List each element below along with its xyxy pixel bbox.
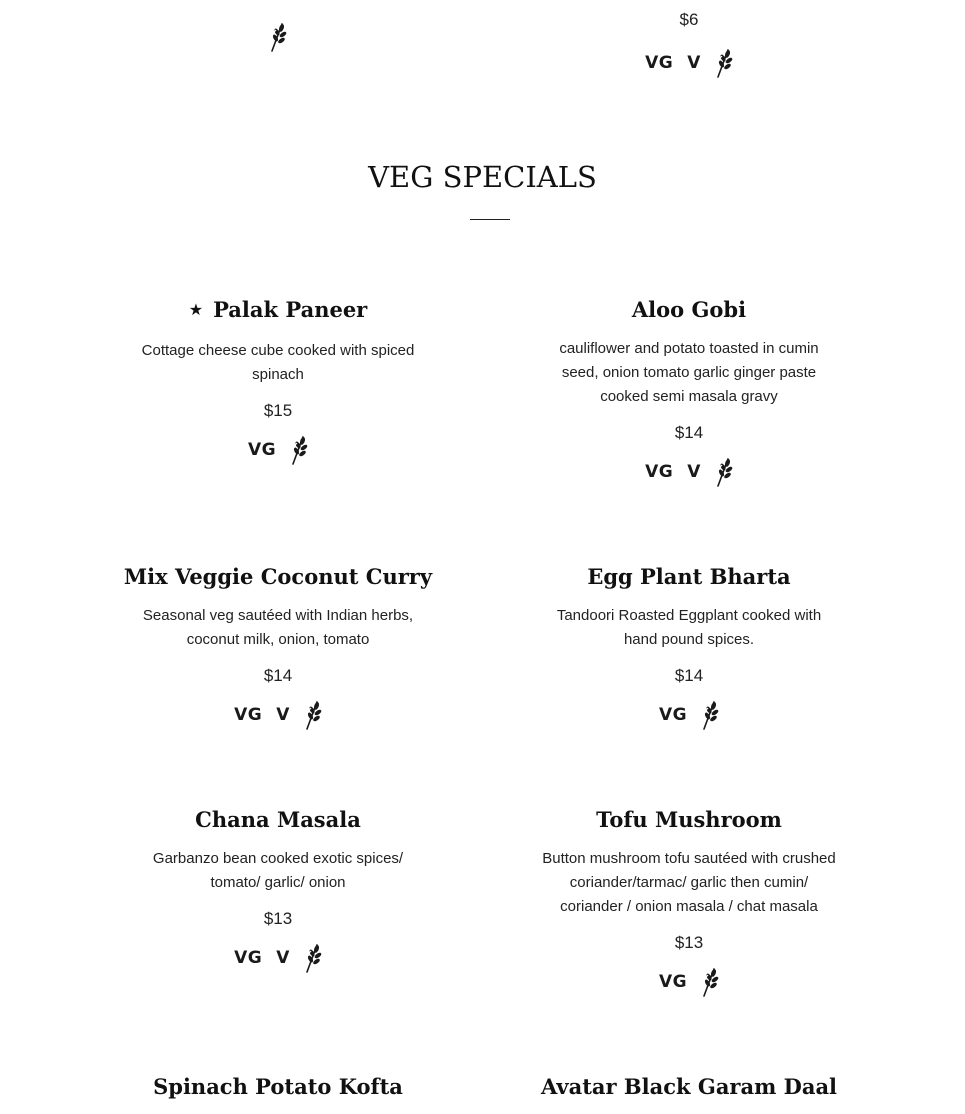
item-price: $14 [674,666,704,685]
dietary-tags [108,435,448,465]
dietary-tags [529,48,849,78]
item-name: Egg Plant Bharta [587,564,791,589]
item-name: Tofu Mushroom [596,807,782,832]
item-price: $15 [263,401,293,420]
item-description: cauliflower and potato toasted in cumin seed, onion tomato garlic ginger paste cooked semi masala gravy [559,340,819,405]
item-price: $13 [263,909,293,928]
menu-item [519,805,859,997]
item-description: Tandoori Roasted Eggplant cooked with hand pound spices. [556,607,822,648]
wheat-icon [715,48,733,78]
dietary-tags [108,700,448,730]
star-icon: ★ [188,300,204,319]
section-title: VEG SPECIALS [368,160,597,194]
vegan-tag: VG [658,972,688,992]
vegan-tag: VG [645,53,674,73]
item-description: Cottage cheese cube cooked with spiced spinach [141,342,415,383]
menu-item [108,805,448,973]
item-name-text: Palak Paneer [213,297,368,322]
section-divider [470,219,510,220]
item-name [108,295,448,327]
vegetarian-tag: V [687,462,701,482]
dietary-tags [118,22,438,52]
dietary-tags [108,943,448,973]
dietary-tags [519,967,859,997]
item-name: Mix Veggie Coconut Curry [123,564,433,589]
wheat-icon [304,700,322,730]
wheat-icon [701,967,719,997]
wheat-icon [701,700,719,730]
item-price: $6 [679,10,699,29]
vegan-tag: VG [247,440,277,460]
vegan-tag: VG [234,705,263,725]
vegan-tag: VG [645,462,674,482]
item-name: Avatar Black Garam Daal [540,1074,838,1099]
wheat-icon [290,435,308,465]
menu-item-top-left [118,22,438,52]
vegetarian-tag: V [276,948,290,968]
item-description: Button mushroom tofu sautéed with crushed coriander/tarmac/ garlic then cumin/ coriander / onion masala / chat masala [542,850,836,915]
wheat-icon [715,457,733,487]
vegan-tag: VG [658,705,688,725]
item-price: $13 [674,933,704,952]
vegetarian-tag: V [687,53,701,73]
dietary-tags [519,700,859,730]
item-name: Aloo Gobi [631,297,747,322]
item-description: Seasonal veg sautéed with Indian herbs, coconut milk, onion, tomato [142,607,414,648]
menu-item-top-right [529,10,849,78]
vegan-tag: VG [234,948,263,968]
menu-item [519,295,859,487]
menu-item [519,562,859,730]
item-name: Chana Masala [195,807,361,832]
menu-item [108,562,448,730]
item-description: Garbanzo bean cooked exotic spices/ tomato/ garlic/ onion [152,850,404,891]
item-price: $14 [674,423,704,442]
wheat-icon [304,943,322,973]
menu-item [108,295,448,465]
item-name: Spinach Potato Kofta [153,1074,403,1099]
dietary-tags [519,457,859,487]
wheat-icon [269,22,287,52]
item-price: $14 [263,666,293,685]
vegetarian-tag: V [276,705,290,725]
